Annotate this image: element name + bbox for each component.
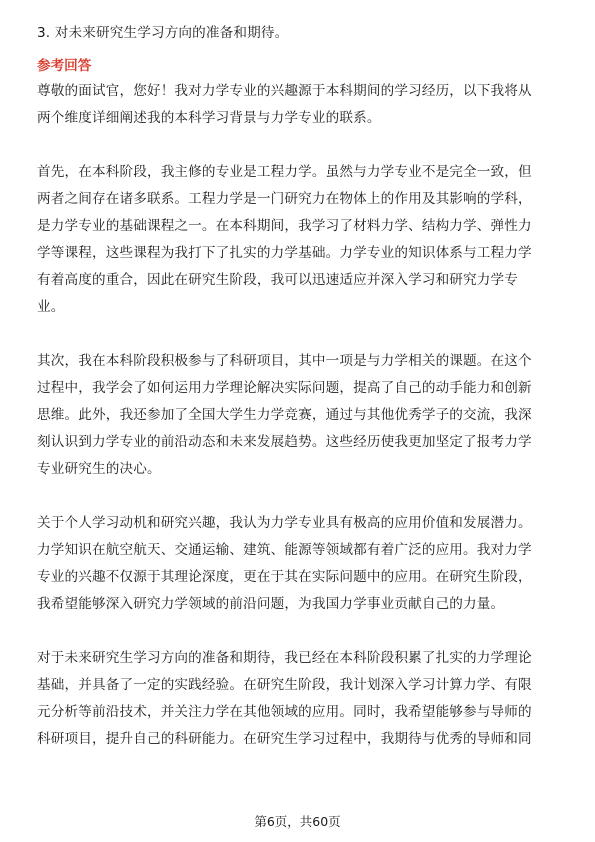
paragraph-2	[37, 159, 562, 321]
paragraph-gap	[37, 321, 562, 348]
paragraph-line: 刻认识到力学专业的前沿动态和未来发展趋势。这些经历使我更加坚定了报考力学	[37, 434, 532, 450]
paragraph-line: 我希望能够深入研究力学领域的前沿问题，为我国力学事业贡献自己的力量。	[37, 596, 505, 612]
paragraph-gap	[37, 483, 562, 510]
paragraph-line: 专业研究生的决心。	[37, 461, 161, 477]
paragraph-line: 两者之间存在诸多联系。工程力学是一门研究力在物体上的作用及其影响的学科，	[37, 191, 532, 207]
question-heading: 3. 对未来研究生学习方向的准备和期待。	[37, 25, 289, 41]
paragraph-line: 专业的兴趣不仅源于其理论深度，更在于其在实际问题中的应用。在研究生阶段，	[37, 569, 532, 585]
paragraph-1	[37, 78, 562, 132]
paragraph-line: 其次，我在本科阶段积极参与了科研项目，其中一项是与力学相关的课题。在这个	[37, 353, 532, 369]
paragraph-line: 力学知识在航空航天、交通运输、建筑、能源等领域都有着广泛的应用。我对力学	[37, 542, 532, 558]
paragraph-line: 元分析等前沿技术，并关注力学在其他领域的应用。同时，我希望能够参与导师的	[37, 704, 532, 720]
paragraph-4	[37, 510, 562, 618]
page-number-footer: 第6页，共60页	[254, 814, 341, 829]
paragraph-gap	[37, 132, 562, 159]
paragraph-line: 首先，在本科阶段，我主修的专业是工程力学。虽然与力学专业不是完全一致，但	[37, 164, 532, 180]
paragraph-line: 对于未来研究生学习方向的准备和期待，我已经在本科阶段积累了扎实的力学理论	[37, 650, 532, 666]
paragraph-gap	[37, 618, 562, 645]
paragraph-line: 业。	[37, 299, 65, 315]
paragraph-line: 学等课程，这些课程为我打下了扎实的力学基础。力学专业的知识体系与工程力学	[37, 245, 532, 261]
paragraph-line: 有着高度的重合，因此在研究生阶段，我可以迅速适应并深入学习和研究力学专	[37, 272, 519, 288]
answer-label: 参考回答	[37, 58, 92, 74]
document-page	[37, 20, 562, 753]
paragraph-line: 两个维度详细阐述我的本科学习背景与力学专业的联系。	[37, 110, 381, 126]
paragraph-line: 是力学专业的基础课程之一。在本科期间，我学习了材料力学、结构力学、弹性力	[37, 218, 532, 234]
paragraph-line: 科研项目，提升自己的科研能力。在研究生学习过程中，我期待与优秀的导师和同	[37, 731, 532, 747]
paragraph-3	[37, 348, 562, 483]
paragraph-5	[37, 645, 562, 753]
paragraph-line: 过程中，我学会了如何运用力学理论解决实际问题，提高了自己的动手能力和创新	[37, 380, 532, 396]
paragraph-line: 关于个人学习动机和研究兴趣，我认为力学专业具有极高的应用价值和发展潜力。	[37, 515, 532, 531]
paragraph-line: 基础，并具备了一定的实践经验。在研究生阶段，我计划深入学习计算力学、有限	[37, 677, 532, 693]
paragraph-line: 尊敬的面试官，您好！我对力学专业的兴趣源于本科期间的学习经历，以下我将从	[37, 83, 532, 99]
paragraph-line: 思维。此外，我还参加了全国大学生力学竞赛，通过与其他优秀学子的交流，我深	[37, 407, 532, 423]
